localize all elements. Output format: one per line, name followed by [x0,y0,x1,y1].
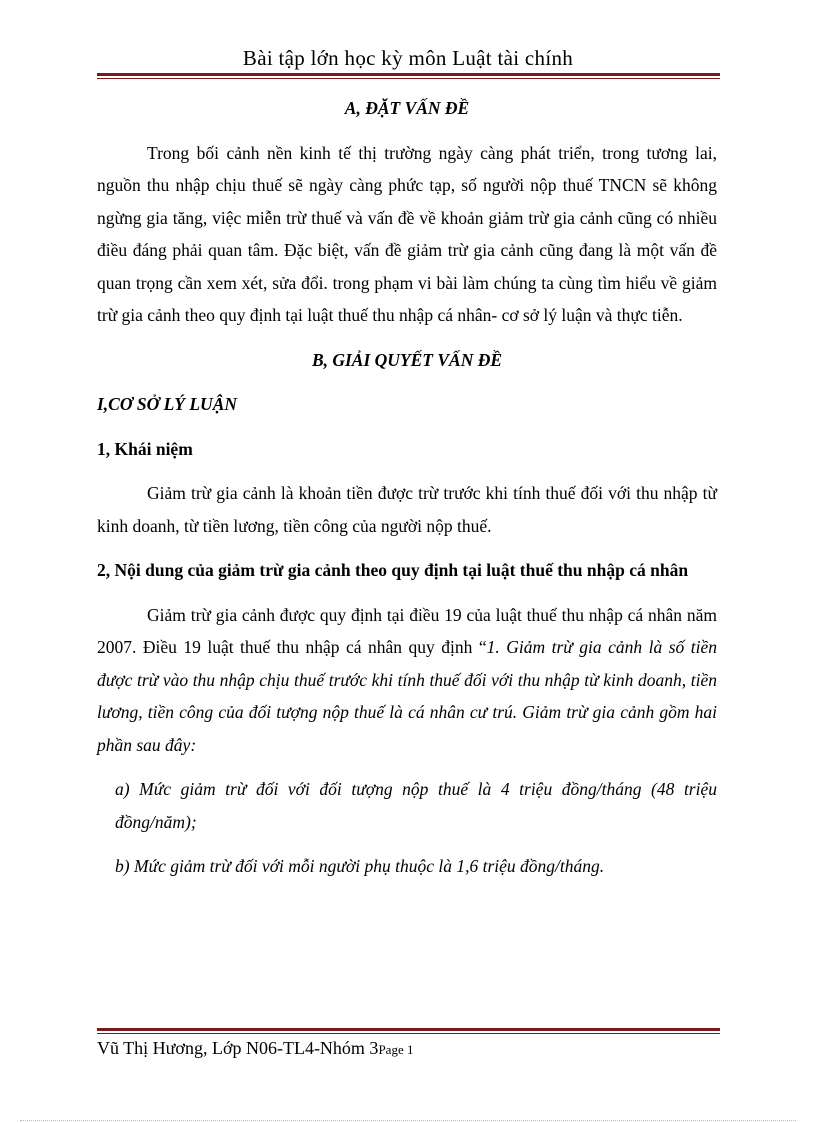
khai-niem-paragraph: Giảm trừ gia cảnh là khoản tiền được trừ trước khi tính thuế đối với thu nhập từ kinh doanh, từ tiền lương, tiền công của người nộp thuế. [97,483,717,536]
noi-dung-italic-quote: 1. Giảm trừ gia cảnh là số tiền được trừ vào thu nhập chịu thuế trước khi tính thuế đối với thu nhập từ kinh doanh, tiền lương, tiền công của đối tượng nộp thuế là cá nhân cư trú. Giảm trừ gia cảnh gồm hai phần sau đây: [97,637,717,755]
noi-dung-paragraph [97,599,717,762]
page-edge-divider [20,1120,796,1121]
header-title: Bài tập lớn học kỳ môn Luật tài chính [242,46,574,70]
section-b-heading: B, GIẢI QUYẾT VẤN ĐỀ [311,349,503,370]
page-number: Page 1 [378,1042,414,1057]
list-item-a: a) Mức giảm trừ đối với đối tượng nộp thuế là 4 triệu đồng/tháng (48 triệu đồng/năm); [115,779,717,832]
section-a-paragraph: Trong bối cảnh nền kinh tế thị trường ngày càng phát triển, trong tương lai, nguồn thu nhập chịu thuế sẽ ngày càng phức tạp, số người nộp thuế TNCN sẽ không ngừng gia tăng, việc miễn trừ thuế và vấn đề về khoản giảm trừ gia cảnh cũng có nhiều điều đáng phải quan tâm. Đặc biệt, vấn đề giảm trừ gia cảnh cũng đang là một vấn đề quan trọng cần xem xét, sửa đổi. trong phạm vi bài làm chúng ta cùng tìm hiểu về giảm trừ gia cảnh theo quy định tại luật thuế thu nhập cá nhân- cơ sở lý luận và thực tiễn. [97,142,717,325]
footer-rule [97,1028,720,1034]
subheading-khai-niem: 1, Khái niệm [97,438,193,459]
list-item-b: b) Mức giảm trừ đối với mỗi người phụ thuộc là 1,6 triệu đồng/tháng. [115,856,605,876]
footer [97,1038,413,1059]
section-i-heading: I,CƠ SỞ LÝ LUẬN [97,394,238,414]
section-a-heading: A, ĐẶT VẤN ĐỀ [344,98,470,118]
header-rule [97,73,720,79]
noi-dung-normal-text: Giảm trừ gia cảnh được quy định tại điều 19 của luật thuế thu nhập cá nhân năm 2007. Điều 19 luật thuế thu nhập cá nhân quy định “ [97,604,717,657]
footer-author: Vũ Thị Hương, Lớp N06-TL4-Nhóm 3 [97,1038,379,1058]
document-body [97,92,717,883]
subheading-noi-dung: 2, Nội dung của giảm trừ gia cảnh theo quy định tại luật thuế thu nhập cá nhân [97,560,689,580]
